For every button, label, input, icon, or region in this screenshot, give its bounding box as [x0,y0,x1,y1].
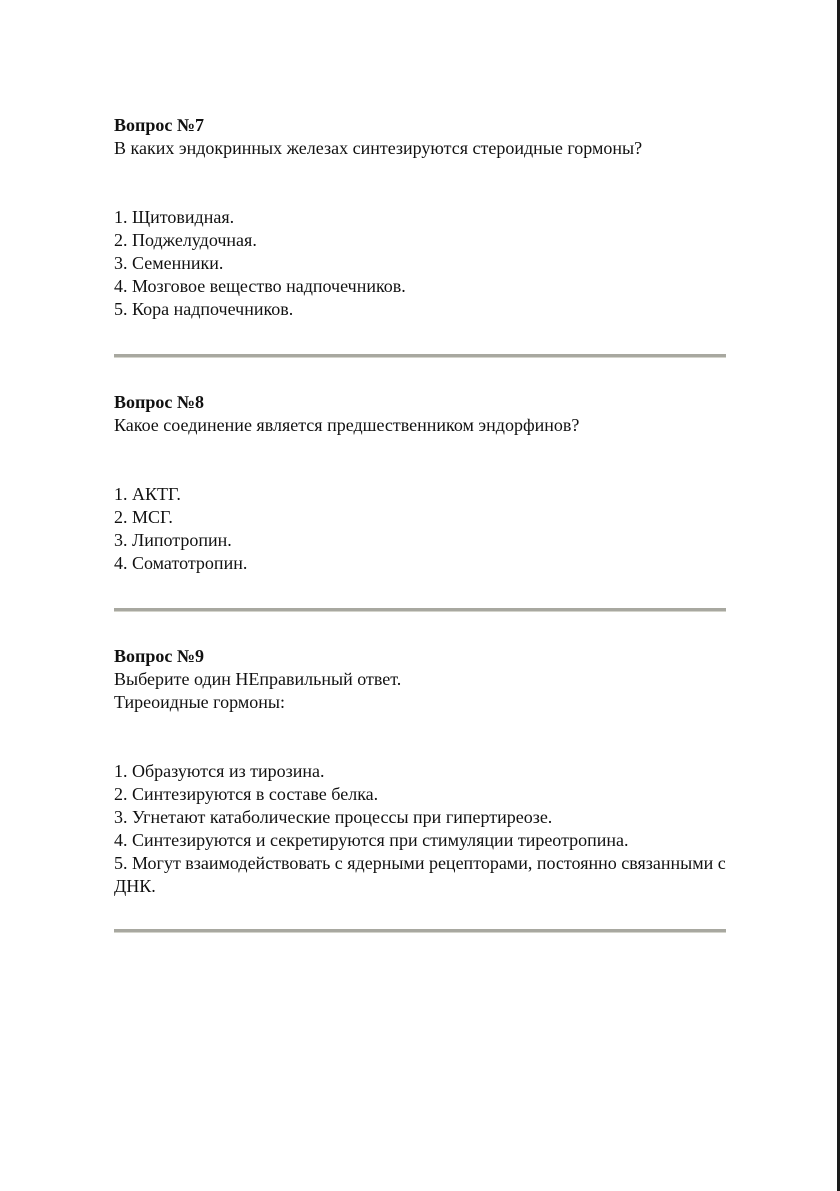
question-title: Вопрос №8 [114,392,204,412]
answer-option: 4. Синтезируются и секретируются при стимуляции тиреотропина. [114,830,629,850]
answer-option: 2. Синтезируются в составе белка. [114,784,379,804]
answer-option: 4. Мозговое вещество надпочечников. [114,276,406,296]
question-gap [114,437,726,483]
question-text: Выберите один НЕправильный ответ. [114,669,402,689]
question-title: Вопрос №9 [114,646,204,666]
answer-option: 1. Щитовидная. [114,207,235,227]
answer-option: 5. Могут взаимодействовать с ядерными рецепторами, постоянно связанными с ДНК. [114,853,726,896]
question-separator [114,929,726,933]
answer-option: 2. МСГ. [114,507,173,527]
answer-option: 3. Семенники. [114,253,224,273]
question-gap [114,160,726,206]
question-text: В каких эндокринных железах синтезируются стероидные гормоны? [114,138,643,158]
question-7 [114,114,726,321]
answer-option: 1. Образуются из тирозина. [114,761,325,781]
answer-option: 5. Кора надпочечников. [114,299,294,319]
question-gap [114,714,726,760]
answer-option: 3. Липотропин. [114,530,232,550]
question-text: Тиреоидные гормоны: [114,692,285,712]
question-text: Какое соединение является предшественником эндорфинов? [114,415,580,435]
answer-option: 4. Соматотропин. [114,553,248,573]
answer-list [114,483,726,575]
answer-option: 3. Угнетают катаболические процессы при гипертиреозе. [114,807,553,827]
question-title: Вопрос №7 [114,115,204,135]
answer-list [114,206,726,321]
question-9 [114,645,726,898]
answer-option: 2. Поджелудочная. [114,230,257,250]
answer-list [114,760,726,898]
answer-option: 1. АКТГ. [114,484,181,504]
document-page [114,114,726,933]
question-8 [114,391,726,575]
